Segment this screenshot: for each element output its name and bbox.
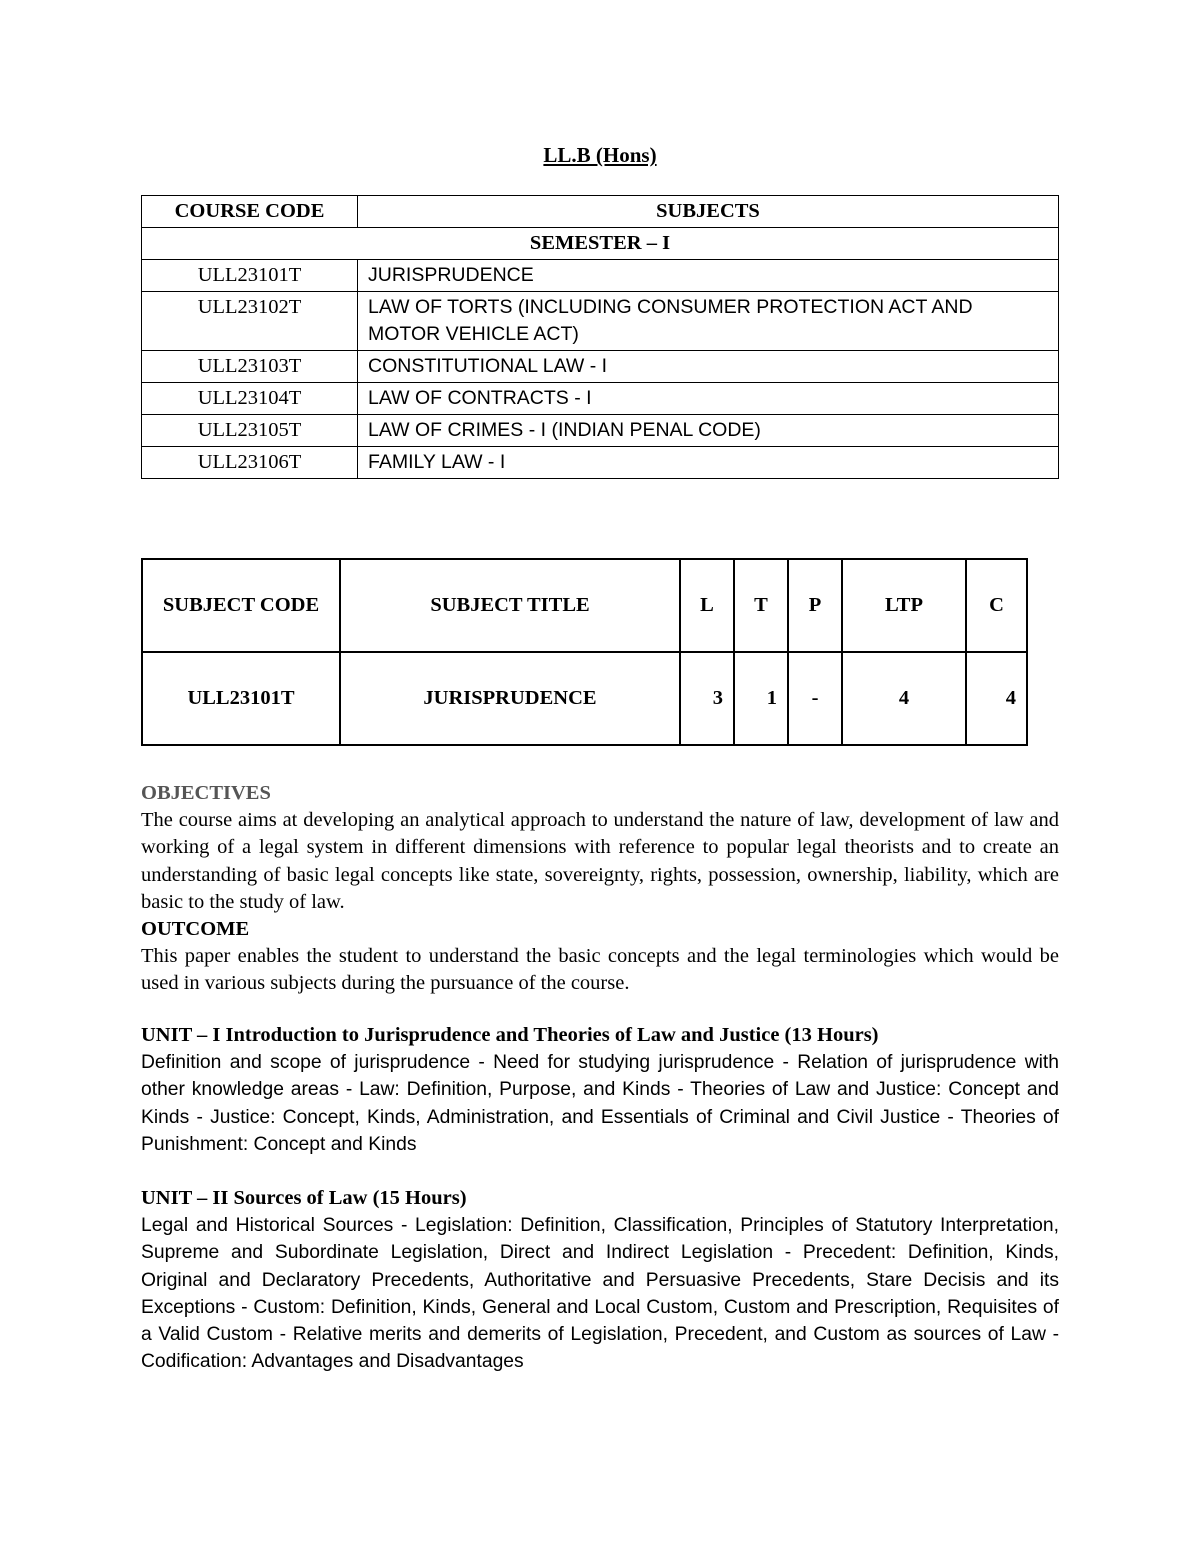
subjects-header: SUBJECTS — [358, 196, 1059, 228]
course-subject: LAW OF CRIMES - I (INDIAN PENAL CODE) — [358, 415, 1059, 447]
course-code: ULL23103T — [142, 351, 358, 383]
semester-label: SEMESTER – I — [142, 228, 1059, 260]
lecture-value: 3 — [680, 652, 734, 745]
subject-title-header: SUBJECT TITLE — [340, 559, 680, 652]
course-code: ULL23106T — [142, 447, 358, 479]
course-code-header: COURSE CODE — [142, 196, 358, 228]
course-subject: JURISPRUDENCE — [358, 260, 1059, 292]
credits-header: C — [966, 559, 1027, 652]
practical-value: - — [788, 652, 842, 745]
table-row — [142, 292, 1059, 351]
subject-detail-header — [142, 559, 1027, 652]
objectives-heading: OBJECTIVES — [141, 782, 271, 804]
course-subject: LAW OF TORTS (INCLUDING CONSUMER PROTECTION ACT AND MOTOR VEHICLE ACT) — [358, 292, 1059, 351]
subject-detail-table — [141, 558, 1028, 746]
document-title: LL.B (Hons) — [543, 143, 657, 167]
practical-header: P — [788, 559, 842, 652]
credits-value: 4 — [966, 652, 1027, 745]
objectives-text: The course aims at developing an analytical approach to understand the nature of law, development of law and working of a legal system in different dimensions with reference to popular legal theorists and to create an understanding of basic legal concepts like state, sovereignty, rights, possession, ownership, liability, which are basic to the study of law. — [141, 809, 1059, 913]
unit-1-section — [141, 1022, 1059, 1158]
course-table-header — [142, 196, 1059, 228]
course-code: ULL23102T — [142, 292, 358, 351]
table-row — [142, 415, 1059, 447]
table-row — [142, 260, 1059, 292]
table-row — [142, 383, 1059, 415]
subject-code: ULL23101T — [142, 652, 340, 745]
table-row — [142, 447, 1059, 479]
table-row — [142, 351, 1059, 383]
unit-text: Legal and Historical Sources - Legislation: Definition, Classification, Principles of Statutory Interpretation, Supreme and Subordinate Legislation, Direct and Indirect Legislation - Precedent: Definition, Kinds, Original and Declaratory Precedents, Authoritative and Persuasive Precedents, Stare Decisis and its Exceptions - Custom: Definition, Kinds, General and Local Custom, Custom and Prescription, Requisites of a Valid Custom - Relative merits and demerits of Legislation, Precedent, and Custom as sources of Law - Codification: Advantages and Disadvantages — [141, 1215, 1059, 1373]
ltp-header: LTP — [842, 559, 966, 652]
course-code: ULL23105T — [142, 415, 358, 447]
unit-heading: UNIT – II Sources of Law (15 Hours) — [141, 1187, 467, 1209]
subject-detail-row — [142, 652, 1027, 745]
subject-code-header: SUBJECT CODE — [142, 559, 340, 652]
semester-row — [142, 228, 1059, 260]
course-code: ULL23104T — [142, 383, 358, 415]
tutorial-value: 1 — [734, 652, 788, 745]
outcome-text: This paper enables the student to understand the basic concepts and the legal terminologies which would be used in various subjects during the pursuance of the course. — [141, 945, 1059, 995]
course-subject: LAW OF CONTRACTS - I — [358, 383, 1059, 415]
course-code: ULL23101T — [142, 260, 358, 292]
objectives-section — [141, 780, 1059, 998]
course-subject: FAMILY LAW - I — [358, 447, 1059, 479]
course-subject: CONSTITUTIONAL LAW - I — [358, 351, 1059, 383]
subject-title: JURISPRUDENCE — [340, 652, 680, 745]
lecture-header: L — [680, 559, 734, 652]
outcome-heading: OUTCOME — [141, 918, 250, 941]
unit-heading: UNIT – I Introduction to Jurisprudence and Theories of Law and Justice (13 Hours) — [141, 1024, 879, 1046]
tutorial-header: T — [734, 559, 788, 652]
unit-text: Definition and scope of jurisprudence - Need for studying jurisprudence - Relation of jurisprudence with other knowledge areas - Law: Definition, Purpose, and Kinds - Theories of Law and Justice: Concept and Kinds - Justice: Concept, Kinds, Administration, and Essentials of Criminal and Civil Justice - Theories of Punishment: Concept and Kinds — [141, 1052, 1059, 1155]
course-table — [141, 195, 1059, 479]
ltp-value: 4 — [842, 652, 966, 745]
unit-2-section — [141, 1185, 1059, 1375]
